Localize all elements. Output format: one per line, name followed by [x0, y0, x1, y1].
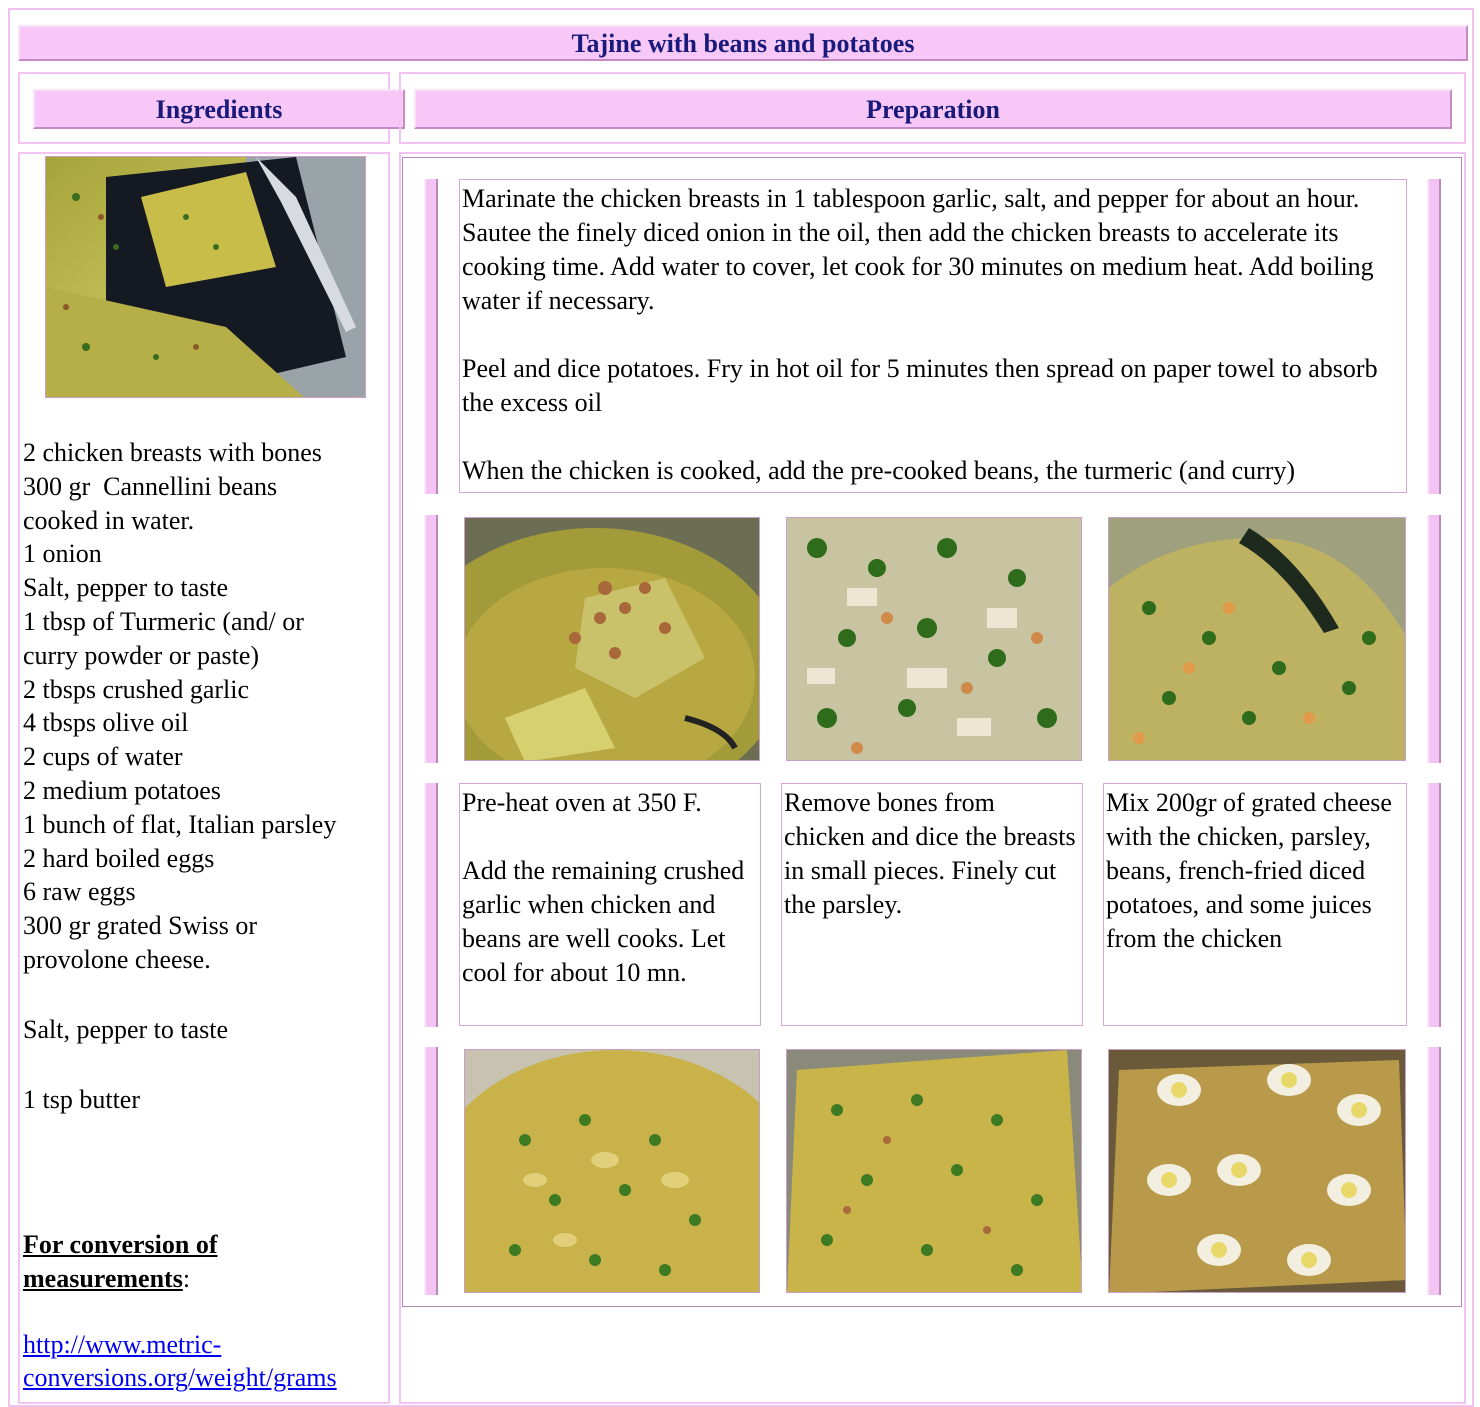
step-text: Mix 200gr of grated cheese with the chicken, parsley, beans, french-fried diced potatoes, and some juices from the chicken — [1106, 788, 1392, 953]
ingredient-item: 1 onion — [23, 539, 102, 569]
intro-paragraph: Marinate the chicken breasts in 1 tablespoon garlic, salt, and pepper for about an hour. Sautee the finely diced onion in the oil, then add the chicken breasts to accelerate its cooking time. Add water to cover, let cook for 30 minutes on medium heat. Add boiling water if necessary. — [462, 184, 1374, 315]
ingredient-item: Salt, pepper to taste — [23, 573, 229, 603]
ingredient-item: 1 tbsp of Turmeric (and/ or — [23, 606, 304, 636]
step-text-mix-cheese — [1103, 783, 1407, 1026]
side-bar-left — [424, 1047, 438, 1295]
step-text: Pre-heat oven at 350 F. — [462, 788, 702, 817]
side-bar-left — [424, 179, 438, 494]
side-bar-right — [1427, 515, 1441, 763]
ingredient-item: 300 gr Cannellini beans — [23, 471, 278, 501]
ingredient-item: 2 medium potatoes — [23, 775, 221, 805]
recipe-title: Tajine with beans and potatoes — [18, 25, 1468, 61]
step-text: Add the remaining crushed garlic when chicken and beans are well cooks. Let cool for about 10 mn. — [462, 856, 745, 987]
ingredient-item: 2 hard boiled eggs — [23, 843, 215, 873]
ingredient-extra: 1 tsp butter — [23, 1084, 140, 1114]
conversion-link[interactable]: http://www.metric- conversions.org/weight/grams — [23, 1329, 337, 1393]
ingredient-item: cooked in water. — [23, 505, 195, 535]
step-text-remove-bones — [781, 783, 1083, 1026]
ingredient-item: 2 cups of water — [23, 742, 183, 772]
ingredient-item: 2 chicken breasts with bones — [23, 438, 322, 467]
step-text: Remove bones from chicken and dice the breasts in small pieces. Finely cut the parsley. — [784, 788, 1076, 919]
side-bar-right — [1427, 1047, 1441, 1295]
ingredient-item: 1 bunch of flat, Italian parsley — [23, 809, 337, 839]
intro-paragraph: When the chicken is cooked, add the pre-cooked beans, the turmeric (and curry) — [462, 456, 1296, 485]
side-bar-right — [1427, 179, 1441, 494]
step-photo-eggs-cheese-topping — [1108, 1049, 1406, 1293]
ingredient-item: 300 gr grated Swiss or — [23, 911, 257, 941]
side-bar-left — [424, 515, 438, 763]
conversion-label: For conversion of measurements — [23, 1230, 218, 1293]
ingredient-item: 4 tbsps olive oil — [23, 708, 189, 738]
finished-dish-photo — [45, 156, 366, 398]
step-photo-diced-chicken — [786, 517, 1082, 761]
ingredient-extra: Salt, pepper to taste — [23, 1014, 229, 1044]
intro-paragraph: Peel and dice potatoes. Fry in hot oil for 5 minutes then spread on paper towel to absorb the excess oil — [462, 354, 1378, 417]
ingredient-item: curry powder or paste) — [23, 640, 260, 670]
ingredients-header: Ingredients — [33, 89, 405, 129]
conversion-colon: : — [182, 1263, 191, 1293]
conversion-note — [23, 1228, 385, 1395]
side-bar-right — [1427, 783, 1441, 1027]
step-text-preheat — [459, 783, 761, 1026]
ingredient-item: provolone cheese. — [23, 944, 211, 974]
ingredient-item: 2 tbsps crushed garlic — [23, 674, 250, 704]
step-photo-mixed-filling — [1108, 517, 1406, 761]
ingredients-list — [23, 436, 385, 1116]
side-bar-left — [424, 783, 438, 1027]
preparation-header: Preparation — [414, 89, 1452, 129]
ingredient-item: 6 raw eggs — [23, 877, 136, 907]
step-photo-egg-mixture — [464, 1049, 760, 1293]
step-photo-baking-dish — [786, 1049, 1082, 1293]
step-photo-cooking-chicken — [464, 517, 760, 761]
intro-instructions — [459, 179, 1407, 493]
